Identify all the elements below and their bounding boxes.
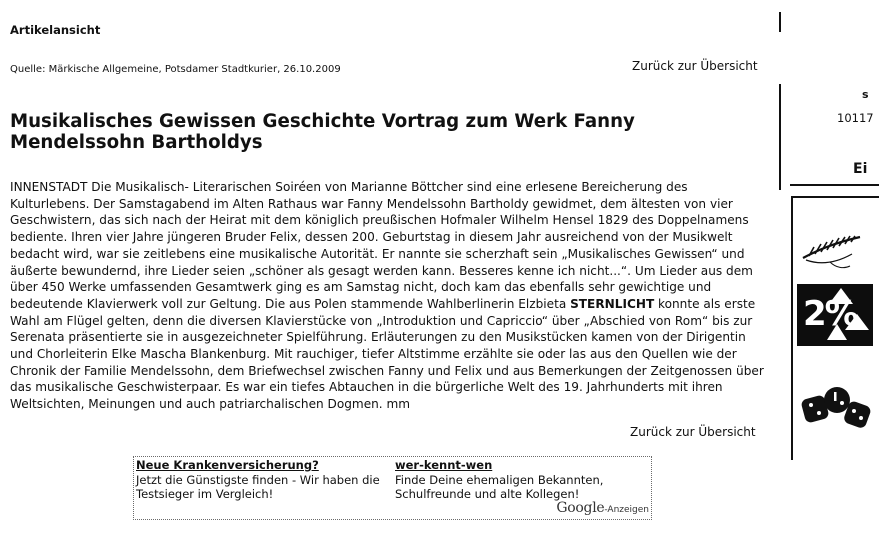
promo-label: 2% bbox=[803, 294, 857, 334]
article-body-line: Weltsichten, Meinungen und auch patriarchalischen Dogmen. mm bbox=[10, 397, 411, 412]
dice-icon[interactable] bbox=[800, 381, 874, 435]
article-body-line: Chronik der Familie Mendelssohn, dem Briefwechsel zwischen Fanny und Felix und aus Bemerkungen der Zeitgenossen über bbox=[10, 363, 764, 378]
article-body-text: konnte als erste bbox=[654, 296, 756, 311]
article-title bbox=[10, 111, 635, 153]
ad-description: Finde Deine ehemaligen Bekannten, bbox=[395, 472, 604, 487]
back-to-overview-link-bottom[interactable]: Zurück zur Übersicht bbox=[630, 425, 756, 439]
sidebar-border bbox=[779, 12, 781, 32]
google-logo: Google bbox=[556, 500, 605, 516]
emphasized-name: STERNLICHT bbox=[570, 296, 655, 311]
back-to-overview-link-top[interactable]: Zurück zur Übersicht bbox=[632, 59, 758, 73]
ad-description: Jetzt die Günstigste finden - Wir haben die bbox=[136, 472, 380, 487]
article-body-text: bedeutende Klavierwerk voll zur Geltung. Die aus Polen stammende Wahlberlinerin Elzbieta bbox=[10, 296, 571, 311]
article-body bbox=[10, 179, 764, 413]
ad-title-link[interactable]: Neue Krankenversicherung? bbox=[136, 458, 319, 472]
article-body-line: das musikalische Geschwisterpaar. Es war ein tiefes Abtauchen in die bürgerliche Welt des 19. Jahrhunderts mit ihren bbox=[10, 380, 723, 395]
article-body-line bbox=[10, 296, 764, 313]
sidebar-border bbox=[791, 196, 793, 460]
article-source: Quelle: Märkische Allgemeine, Potsdamer Stadtkurier, 26.10.2009 bbox=[10, 64, 341, 75]
ad-item bbox=[136, 458, 380, 502]
article-body-line: Geschwistern, das sich nach der Heirat mit dem königlich preußischen Hofmaler Wilhelm Hensel 1829 des Doppelnamens bbox=[10, 213, 749, 228]
article-title-line: Musikalisches Gewissen Geschichte Vortrag zum Werk Fanny bbox=[10, 111, 635, 132]
ad-description: Schulfreunde und alte Kollegen! bbox=[395, 487, 580, 501]
article-body-line: Wahl am Flügel gelten, denn die diversen Klavierstücke von „Introduktion und Capriccio“ über „Abschied von Rom“ bis zur bbox=[10, 313, 753, 328]
page-heading: Artikelansicht bbox=[10, 23, 101, 37]
ad-title-link[interactable]: wer-kennt-wen bbox=[395, 458, 493, 472]
article-body-line: und Chorleiterin Elke Mascha Blankenburg. Mit rauchiger, tiefer Altstimme erzählte sie oder las aus den Quellen wie der bbox=[10, 347, 737, 362]
article-title-line: Mendelssohn Bartholdys bbox=[10, 132, 263, 153]
pen-sketch-icon[interactable] bbox=[800, 222, 866, 276]
sidebar-text-fragment: s bbox=[862, 88, 869, 101]
ad-description: Testsieger im Vergleich! bbox=[136, 487, 274, 501]
sidebar-border bbox=[779, 84, 781, 190]
ad-item bbox=[395, 458, 603, 502]
article-body-line: äußerte bewundernd, ihre Lieder seien „schöner als gesagt werden kann. Besseres kenne ich nicht...“. Um Lieder aus dem bbox=[10, 263, 753, 278]
sidebar-divider bbox=[790, 184, 879, 186]
sidebar-divider bbox=[792, 196, 879, 198]
sidebar-heading-fragment: Ei bbox=[853, 161, 868, 177]
google-ads-box bbox=[133, 456, 652, 520]
article-body-line: über 450 Werke umfassenden Gesamtwerk ging es am Samstag nicht, doch kam das ebenfalls sehr gewichtige und bbox=[10, 280, 712, 295]
google-ads-label: -Anzeigen bbox=[604, 505, 649, 515]
article-body-line: Kulturlebens. Der Samstagabend im Alten Rathaus war Fanny Mendelssohn Bartholdy gewidmet, dem ältesten von vier bbox=[10, 196, 733, 211]
sidebar-postal-code: 10117 bbox=[837, 111, 874, 125]
article-body-line: bediente. Ihren vier Jahre jüngeren Bruder Felix, dessen 200. Geburtstag in diesem Jahr ausreichend von der Musikwelt bbox=[10, 230, 733, 245]
google-ads-link[interactable] bbox=[556, 501, 649, 518]
article-body-line: Serenata präsentierte sie in ausgezeichneter Spielführung. Erläuterungen zu den Musikstücken kamen von der Dirigentin bbox=[10, 330, 746, 345]
percent-promo-banner[interactable] bbox=[797, 284, 873, 346]
article-body-line: INNENSTADT Die Musikalisch- Literarischen Soiréen von Marianne Böttcher sind eine erlesene Bereicherung des bbox=[10, 180, 688, 194]
article-body-line: bedacht wird, war sie zeitlebens eine musikalische Autorität. Er nannte sie scherzhaft sein „Musikalisches Gewissen“ und bbox=[10, 246, 745, 261]
